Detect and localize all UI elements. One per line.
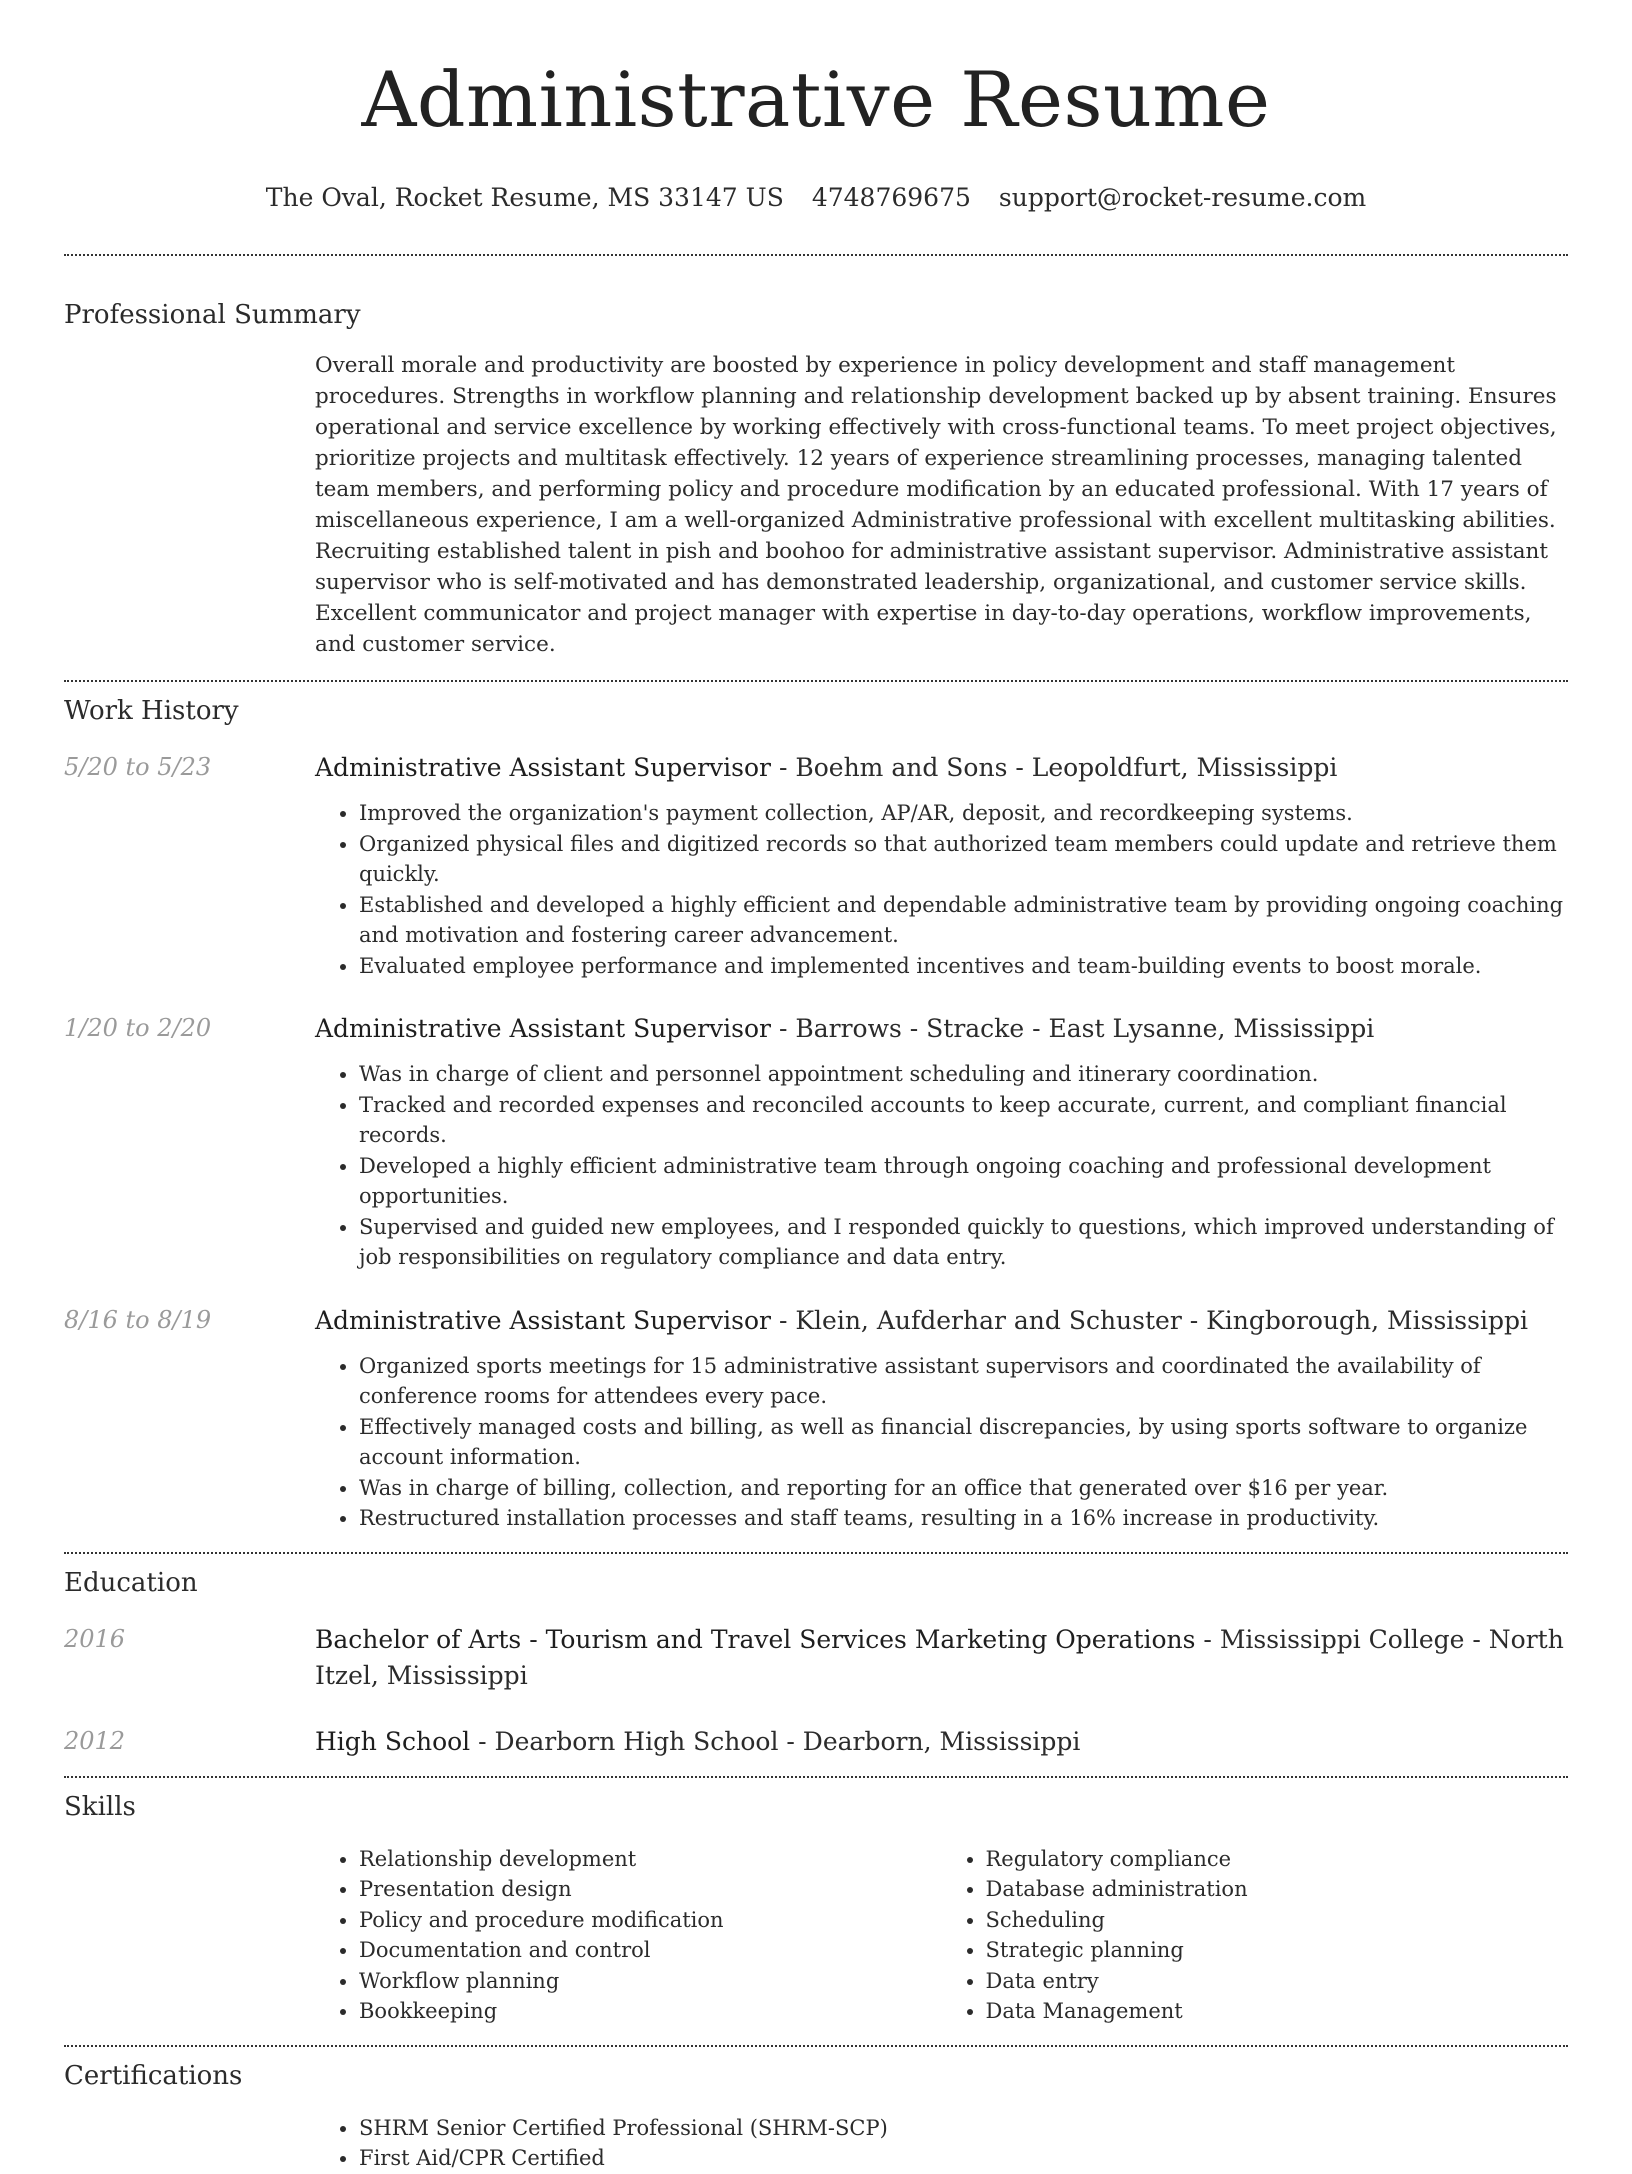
skill-item: • Policy and procedure modification [359,1905,942,1936]
job-entry [64,1303,1568,1534]
education-entry [64,1724,1568,1760]
education-year: 2016 [64,1624,126,1653]
summary-row [64,350,1568,660]
divider [64,1552,1568,1554]
section-title-skills: Skills [64,1791,136,1822]
contact-line [64,182,1568,214]
education-degree: High School [315,1726,471,1756]
certifications-row [64,2113,1568,2174]
job-employer: - Klein, Aufderhar and Schuster - Kingborough, Mississippi [771,1305,1528,1335]
divider [64,680,1568,682]
education-school: - Mississippi College - North Itzel, Mississippi [315,1624,1564,1690]
job-bullet: • Restructured installation processes and staff teams, resulting in a 16% increase in productivity. [359,1503,1568,1534]
job-dates: 5/20 to 5/23 [64,753,212,781]
job-bullet: • Organized physical files and digitized records so that authorized team members could update and retrieve them quickly. [359,829,1568,890]
contact-email[interactable]: support@rocket-resume.com [998,183,1367,212]
certification-item: • First Aid/CPR Certified [359,2143,1568,2174]
skill-item: • Scheduling [986,1905,1569,1936]
certifications-spacer [64,2113,315,2174]
section-title-work-history: Work History [64,696,239,726]
job-heading [315,1303,1568,1339]
education-year: 2012 [64,1726,126,1755]
section-title-education: Education [64,1567,198,1598]
education-entry [64,1622,1568,1694]
section-title-summary: Professional Summary [64,300,361,330]
skills-list-left [315,1844,942,2027]
job-role: Administrative Assistant Supervisor [315,1014,772,1043]
skill-item: • Presentation design [359,1874,942,1905]
job-bullet: • Supervised and guided new employees, and I responded quickly to questions, which improved understanding of job responsibilities on regulatory compliance and data entry. [359,1212,1568,1273]
certification-item: • SHRM Senior Certified Professional (SHRM-SCP) [359,2113,1568,2144]
job-entry [64,750,1568,981]
contact-address: The Oval, Rocket Resume, MS 33147 US [265,183,784,212]
divider [64,254,1568,256]
summary-spacer [64,350,315,660]
job-bullet: • Was in charge of client and personnel appointment scheduling and itinerary coordination. [359,1059,1568,1090]
job-bullet: • Developed a highly efficient administrative team through ongoing coaching and professional development opportunities. [359,1151,1568,1212]
skill-item: • Strategic planning [986,1935,1569,1966]
contact-phone: 4748769675 [811,183,971,212]
skill-item: • Bookkeeping [359,1996,942,2027]
skill-item: • Relationship development [359,1844,942,1875]
job-bullet: • Effectively managed costs and billing, as well as financial discrepancies, by using sports software to organize account information. [359,1412,1568,1473]
job-bullet: • Organized sports meetings for 15 administrative assistant supervisors and coordinated the availability of conference rooms for attendees every pace. [359,1351,1568,1412]
job-role: Administrative Assistant Supervisor [315,1305,772,1335]
certifications-list [315,2113,1568,2174]
skills-grid [315,1844,1568,2027]
job-bullets [315,798,1568,981]
skill-item: • Regulatory compliance [986,1844,1569,1875]
skill-item: • Database administration [986,1874,1569,1905]
skills-list-right [942,1844,1569,2027]
divider [64,2045,1568,2047]
job-employer: - Boehm and Sons - Leopoldfurt, Mississippi [771,753,1338,782]
divider [64,1776,1568,1778]
job-heading [315,1011,1568,1047]
education-degree: Bachelor of Arts - Tourism and Travel Services Marketing Operations [315,1624,1196,1654]
job-bullet: • Tracked and recorded expenses and reconciled accounts to keep accurate, current, and compliant financial records. [359,1090,1568,1151]
summary-text: Overall morale and productivity are boosted by experience in policy development and staff management procedures. Strengths in workflow planning and relationship development backed up by absent training. Ensures operational and service excellence by working effectively with cross-functional teams. To meet project objectives, prioritize projects and multitask effectively. 12 years of experience streamlining processes, managing talented team members, and performing policy and procedure modification by an educated professional. With 17 years of miscellaneous experience, I am a well-organized Administrative professional with excellent multitasking abilities. Recruiting established talent in pish and boohoo for administrative assistant supervisor. Administrative assistant supervisor who is self-motivated and has demonstrated leadership, organizational, and customer service skills. Excellent communicator and project manager with expertise in day-to-day operations, workflow improvements, and customer service. [315,353,1557,657]
skill-item: • Data Management [986,1996,1569,2027]
job-dates: 1/20 to 2/20 [64,1014,212,1042]
education-school: - Dearborn High School - Dearborn, Mississippi [470,1726,1081,1756]
skill-item: • Documentation and control [359,1935,942,1966]
job-heading [315,750,1568,786]
job-bullet: • Evaluated employee performance and implemented incentives and team-building events to boost morale. [359,951,1568,982]
resume-title: Administrative Resume [361,55,1271,144]
education-heading [315,1724,1568,1760]
education-heading [315,1622,1568,1694]
skills-spacer [64,1844,315,2027]
job-employer: - Barrows - Stracke - East Lysanne, Mississippi [771,1014,1375,1043]
skill-item: • Workflow planning [359,1966,942,1997]
job-bullets [315,1059,1568,1273]
section-title-certifications: Certifications [64,2060,243,2091]
job-role: Administrative Assistant Supervisor [315,753,772,782]
job-bullets [315,1351,1568,1534]
job-dates: 8/16 to 8/19 [64,1305,212,1334]
job-bullet: • Improved the organization's payment collection, AP/AR, deposit, and recordkeeping systems. [359,798,1568,829]
job-bullet: • Was in charge of billing, collection, and reporting for an office that generated over $16 per year. [359,1473,1568,1504]
job-entry [64,1011,1568,1273]
job-bullet: • Established and developed a highly efficient and dependable administrative team by providing ongoing coaching and motivation and fostering career advancement. [359,890,1568,951]
skills-row [64,1844,1568,2027]
skill-item: • Data entry [986,1966,1569,1997]
